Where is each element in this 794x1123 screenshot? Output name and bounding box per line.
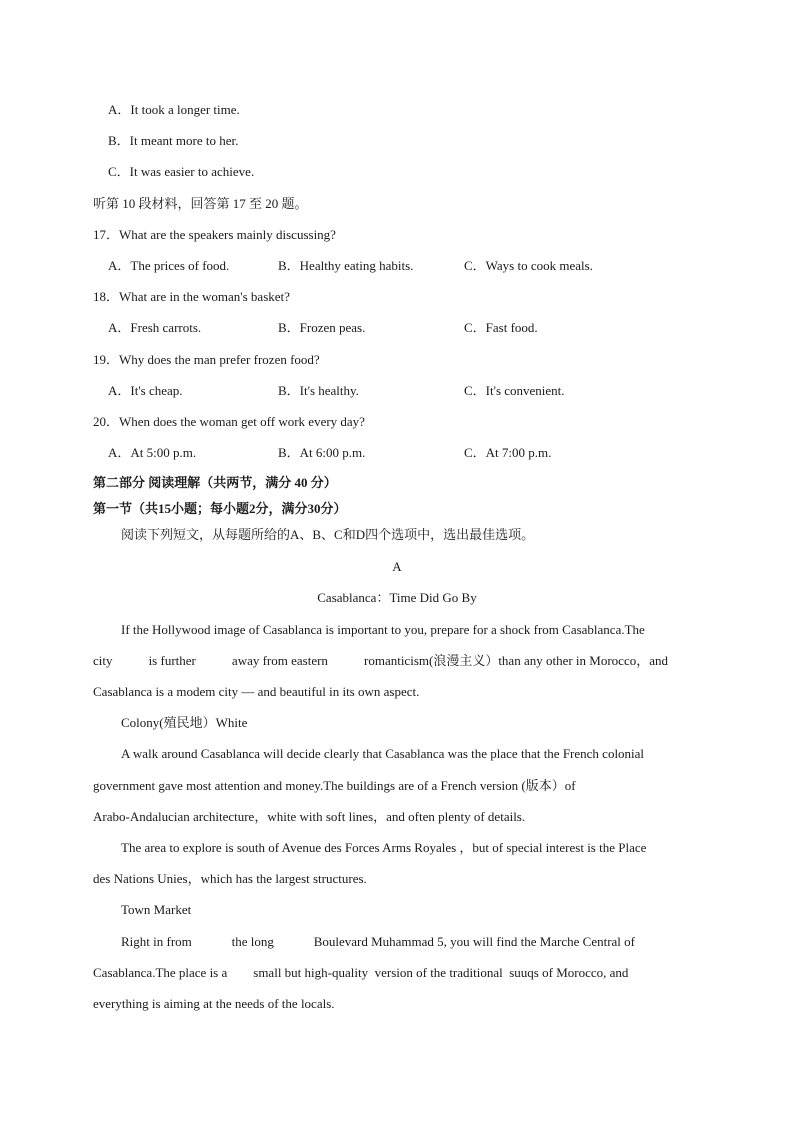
subheading: Town Market (121, 902, 192, 917)
paragraph-line: Casablanca is a modem city — and beautiful in its own aspect. (93, 684, 420, 699)
paragraph-line: government gave most attention and money.The buildings are of a French version (版本）of (93, 778, 576, 793)
q16-option-a: A．It took a longer time. (108, 102, 240, 117)
paragraph-line (121, 934, 635, 950)
question-stem: 20．When does the woman get off work every day? (93, 414, 365, 429)
paragraph-line: A walk around Casablanca will decide clearly that Casablanca was the place that the French colonial (121, 746, 645, 761)
question-option-c: C．It's convenient. (464, 383, 565, 398)
passage-title: Casablanca：Time Did Go By (317, 590, 477, 605)
question-option-c: C．At 7:00 p.m. (464, 445, 552, 460)
section1-heading: 第一节（共15小题；每小题2分，满分30分） (93, 501, 347, 516)
question-option-a: A．Fresh carrots. (108, 320, 202, 335)
subheading: Colony(殖民地）White (121, 715, 248, 730)
paragraph-line: The area to explore is south of Avenue des Forces Arms Royales ，but of special interest is the Place (121, 840, 647, 855)
question-stem: 18．What are in the woman's basket? (93, 289, 290, 304)
question-option-c: C．Ways to cook meals. (464, 258, 593, 273)
paragraph-word: is further (148, 653, 196, 668)
question-stem: 19．Why does the man prefer frozen food? (93, 352, 320, 367)
q16-option-c: C．It was easier to achieve. (108, 164, 255, 179)
question-option-b: B．At 6:00 p.m. (278, 445, 366, 460)
paragraph-line: Casablanca.The place is a small but high-quality version of the traditional suuqs of Morocco, and (93, 965, 629, 980)
paragraph-word: away from eastern (231, 653, 328, 668)
paragraph-word: romanticism(浪漫主义）than any other in Morocco，and (364, 653, 668, 668)
paragraph-line: des Nations Unies，which has the largest structures. (93, 871, 367, 886)
passage-letter: A (392, 559, 402, 574)
question-option-c: C．Fast food. (464, 320, 538, 335)
paragraph-line (93, 653, 668, 669)
question-option-a: A．It's cheap. (108, 383, 183, 398)
paragraph-line: If the Hollywood image of Casablanca is important to you, prepare for a shock from Casablanca.The (121, 622, 645, 637)
question-option-a: A．The prices of food. (108, 258, 230, 273)
paragraph-word: Boulevard Muhammad 5, you will find the Marche Central of (313, 934, 635, 949)
section10-instruction: 听第 10 段材料，回答第 17 至 20 题。 (93, 196, 308, 211)
paragraph-word: Right in from (121, 934, 192, 949)
paragraph-word: city (93, 653, 113, 668)
q16-option-b: B．It meant more to her. (108, 133, 239, 148)
reading-instruction: 阅读下列短文，从每题所给的A、B、C和D四个选项中，选出最佳选项。 (121, 527, 535, 542)
question-stem: 17．What are the speakers mainly discussing? (93, 227, 336, 242)
paragraph-word: the long (231, 934, 274, 949)
question-option-b: B．Healthy eating habits. (278, 258, 414, 273)
paragraph-line: everything is aiming at the needs of the locals. (93, 996, 335, 1011)
part2-heading: 第二部分 阅读理解（共两节，满分 40 分） (93, 475, 337, 490)
question-option-b: B．Frozen peas. (278, 320, 366, 335)
question-option-b: B．It's healthy. (278, 383, 359, 398)
paragraph-line: Arabo-Andalucian architecture，white with soft lines，and often plenty of details. (93, 809, 526, 824)
question-option-a: A．At 5:00 p.m. (108, 445, 197, 460)
